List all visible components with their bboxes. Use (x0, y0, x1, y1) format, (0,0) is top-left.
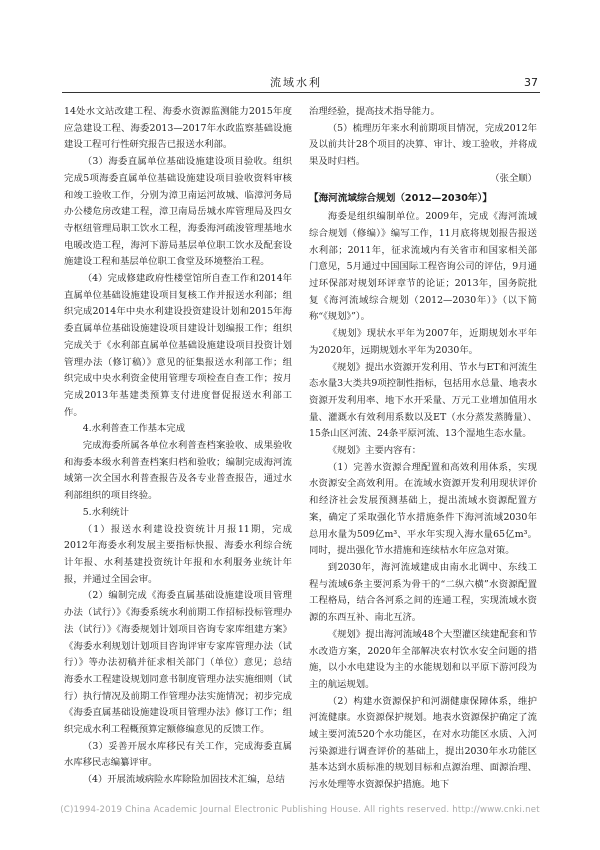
right-column-body (309, 209, 537, 794)
paragraph: 《规划》提出水资源开发利用、节水与ET和河流生态水量3大类共9项控制性指标，包括用水总量、地表水资源开发利用率、地下水开采量、万元工业增加值用水量、灌溉水有效利用系数以及ET（水分蒸发蒸腾量）、15条山区河流、24条平原河流、13个湿地生态水量。 (309, 361, 537, 440)
paragraph: （1）报送水利建设投资统计月报11期，完成2012年海委水利发展主要指标快报、海委水利综合统计年报、水利基建投资统计年报和水利服务业统计年报，并通过全国会审。 (64, 523, 292, 585)
left-column (64, 104, 292, 789)
paragraph: （3）妥善开展水库移民有关工作，完成海委直属水库移民志编纂评审。 (64, 740, 292, 769)
page-number: 37 (524, 76, 538, 89)
paragraph: （2）编制完成《海委直属基础设施建设项目管理办法（试行）》《海委系统水利前期工作招标投标管理办法（试行）》《海委规划计划项目咨询专家库组建方案》《海委水利规划计划项目咨询评审专家库管理办法（试行）》等办法初稿并征求相关部门（单位）意见；总结海委水工程建设规划同意书制度管理办法实施细则（试行）执行情况及前期工作管理办法实施情况；初步完成《海委直属基础设施建设项目管理办法》修订工作；组织完成水利工程概预算定额修编意见的反馈工作。 (64, 590, 292, 736)
right-column-top (309, 104, 537, 171)
copyright-footer: (C)1994-2019 China Academic Journal Electronic Publishing House. All rights reserved. http://www.cnki.net (60, 805, 540, 815)
paragraph: 《规划》提出海河流域48个大型灌区续建配套和节水改造方案，2020年全部解决农村饮水安全问题的措施，以小水电建设为主的水能规划和以平原下游河段为主的航运规划。 (309, 628, 537, 690)
paragraph: 到2030年，海河流域建成由南水北调中、东线工程与流域6条主要河系为骨干的“二纵六横”水资源配置工程格局，结合各河系之间的连通工程，实现流域水资源的东西互补、南北互济。 (309, 561, 537, 624)
paragraph: （5）梳理历年来水利前期项目情况，完成2012年及以前共计28个项目的决算、审计、竣工验收，并将成果及时归档。 (309, 122, 537, 168)
section-title: 【海河流域综合规划（2012—2030年）】 (309, 192, 492, 204)
paragraph: 《规划》主要内容有： (327, 445, 422, 457)
subsection-heading: 4.水利普查工作基本完成 (82, 423, 186, 435)
running-header (62, 76, 540, 93)
paragraph: 14处水文站改建工程、海委水资源监测能力2015年度应急建设工程、海委2013—2017年水政监察基础设施建设工程可行性研究报告已报送水利部。 (64, 106, 292, 151)
paragraph: 海委是组织编制单位。2009年，完成《海河流域综合规划（修编）》编写工作，11月底将规划报告报送水利部；2011年，征求流域内有关省市和国家相关部门意见，5月通过中国国际工程咨询公司的评估，9月通过环保部对规划环评章节的论证；2013年，国务院批复《海河流域综合规划（2012—2030年）》（以下简称“《规划》”）。 (309, 211, 537, 323)
paragraph: （1）完善水资源合理配置和高效利用体系，实现水资源安全高效利用。在流域水资源开发利用现状评价和经济社会发展预测基础上，提出流域水资源配置方案，确定了采取强化节水措施条件下海河流域2030年总用水量为509亿m³、平水年实现入海水量65亿m³。同时，提出强化节水措施和连续枯水年应急对策。 (309, 461, 537, 557)
journal-section-title: 流域水利 (270, 76, 322, 89)
paragraph: （2）构建水资源保护和河湖健康保障体系，维护河流健康。水资源保护规划。地表水资源保护确定了流域主要河流520个水功能区，在对水功能区水质、入河污染源进行调查评价的基础上，提出2030年水功能区基本达到水质标准的规划目标和点源治理、面源治理、污水处理等水资源保护措施。地下 (309, 695, 537, 791)
author-signature: （张全顺） (490, 172, 537, 184)
paragraph: 治理经验，提高技术指导能力。 (309, 106, 440, 117)
right-column (309, 104, 537, 794)
paragraph: （4）开展流域病险水库除险加固技术汇编，总结 (82, 774, 285, 786)
paragraph: （3）海委直属单位基础设施建设项目验收。组织完成5项海委直属单位基础设施建设项目验收资料审核和竣工验收工作，分别为漳卫南运河故城、临漳河务局办公楼危房改建工程，漳卫南局岳城水库管理局及四女寺枢纽管理局职工饮水工程，海委海河疏浚管理基地水电暖改造工程，海河下游局基层单位职工饮水及配套设施建设工程和基层单位职工食堂及环境整治工程。 (64, 156, 292, 268)
paragraph: 完成海委所属各单位水利普查档案验收、成果验收和海委本级水利普查档案归档和验收；编制完成海河流域第一次全国水利普查报告及各专业普查报告，通过水利部组织的项目终验。 (64, 440, 292, 502)
paragraph: 《规划》现状水平年为2007年，近期规划水平年为2020年，远期规划水平年为2030年。 (309, 328, 537, 356)
paragraph: （4）完成修建政府性楼堂馆所自查工作和2014年直属单位基础设施建设项目复核工作并报送水利部；组织完成2014年中央水利建设投资建设计划和2015年海委直属单位基础设施建设项目建设计划编报工作；组织完成关于《水利部直属单位基础设施建设项目投资计划管理办法（修订稿）》意见的征集报送水利部工作；组织完成中央水利资金使用管理专项检查自查工作；按月完成2013年基建类预算支付进度督促报送水利部工作。 (64, 273, 292, 418)
subsection-heading: 5.水利统计 (82, 506, 129, 518)
